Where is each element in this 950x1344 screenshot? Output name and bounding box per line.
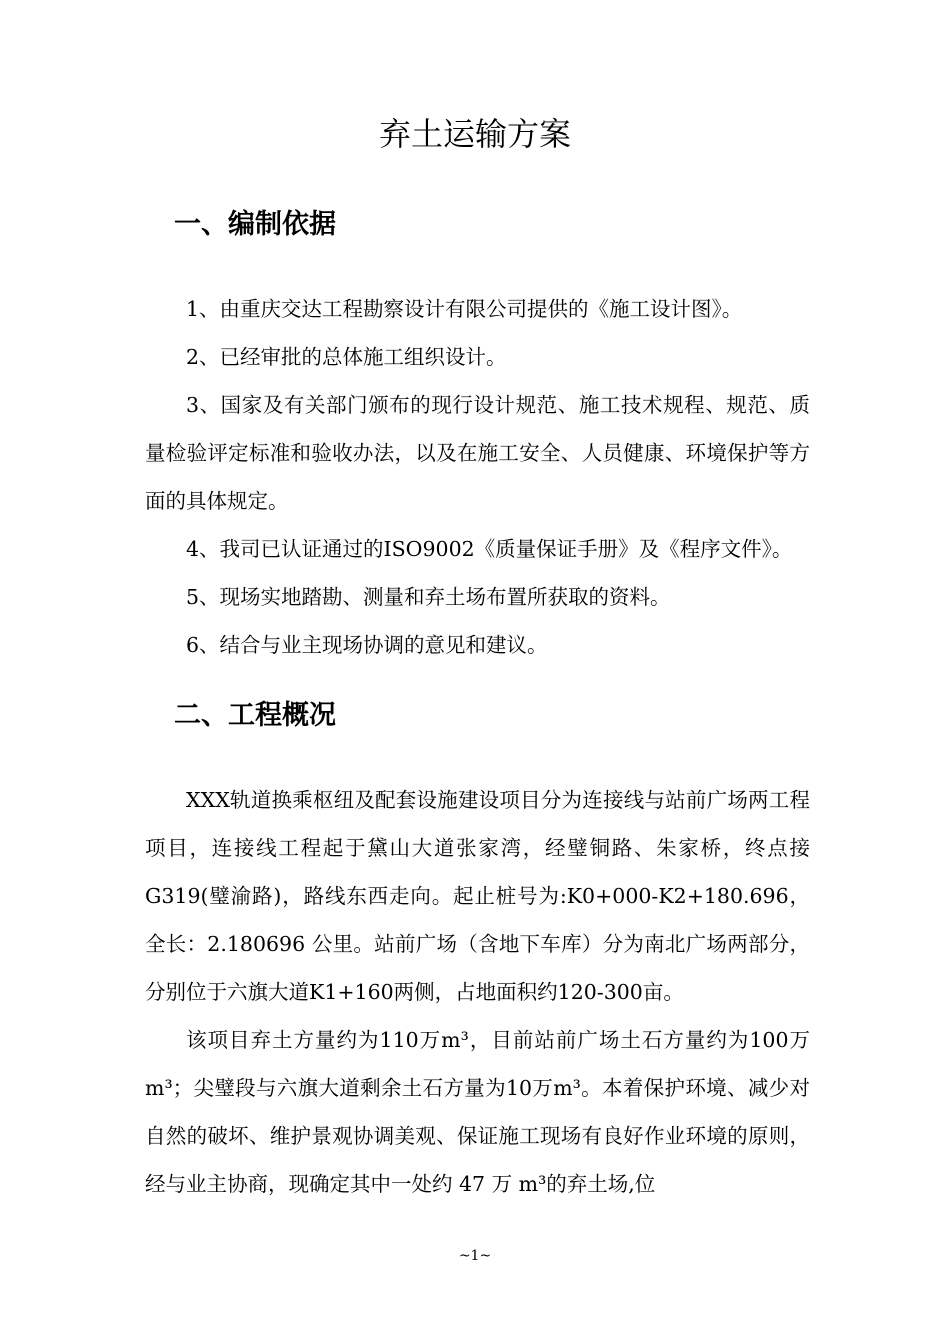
- body-paragraph: 该项目弃土方量约为110万m³，目前站前广场土石方量约为100万m³；尖璧段与六旗大道剩余土石方量为10万m³。本着保护环境、减少对自然的破坏、维护景观协调美观、保证施工现场有良好作业环境的原则，经与业主协商，现确定其中一处约 47 万 m³的弃土场,位: [145, 1028, 810, 1196]
- basis-list: [145, 285, 810, 669]
- list-item: 3、国家及有关部门颁布的现行设计规范、施工技术规程、规范、质量检验评定标准和验收办法，以及在施工安全、人员健康、环境保护等方面的具体规定。: [145, 393, 810, 513]
- list-item: 5、现场实地踏勘、测量和弃土场布置所获取的资料。: [186, 585, 671, 609]
- document-title: 弃土运输方案: [378, 115, 571, 153]
- overview-body: [145, 776, 810, 1208]
- section-heading-basis: 一、编制依据: [174, 209, 336, 240]
- page-number: ~1~: [458, 1248, 492, 1264]
- list-item: 1、由重庆交达工程勘察设计有限公司提供的《施工设计图》。: [186, 297, 743, 321]
- section-heading-overview: 二、工程概况: [174, 700, 336, 731]
- list-item: 2、已经审批的总体施工组织设计。: [186, 345, 507, 369]
- list-item: 4、我司已认证通过的ISO9002《质量保证手册》及《程序文件》。: [186, 537, 793, 561]
- body-paragraph: XXX轨道换乘枢纽及配套设施建设项目分为连接线与站前广场两工程项目，连接线工程起于黛山大道张家湾，经璧铜路、朱家桥，终点接G319(璧渝路)，路线东西走向。起止桩号为:K0+000-K2+180.696，全长：2.180696 公里。站前广场（含地下车库）分为南北广场两部分，分别位于六旗大道K1+160两侧，占地面积约120-300亩。: [145, 788, 810, 1004]
- list-item: 6、结合与业主现场协调的意见和建议。: [186, 633, 548, 657]
